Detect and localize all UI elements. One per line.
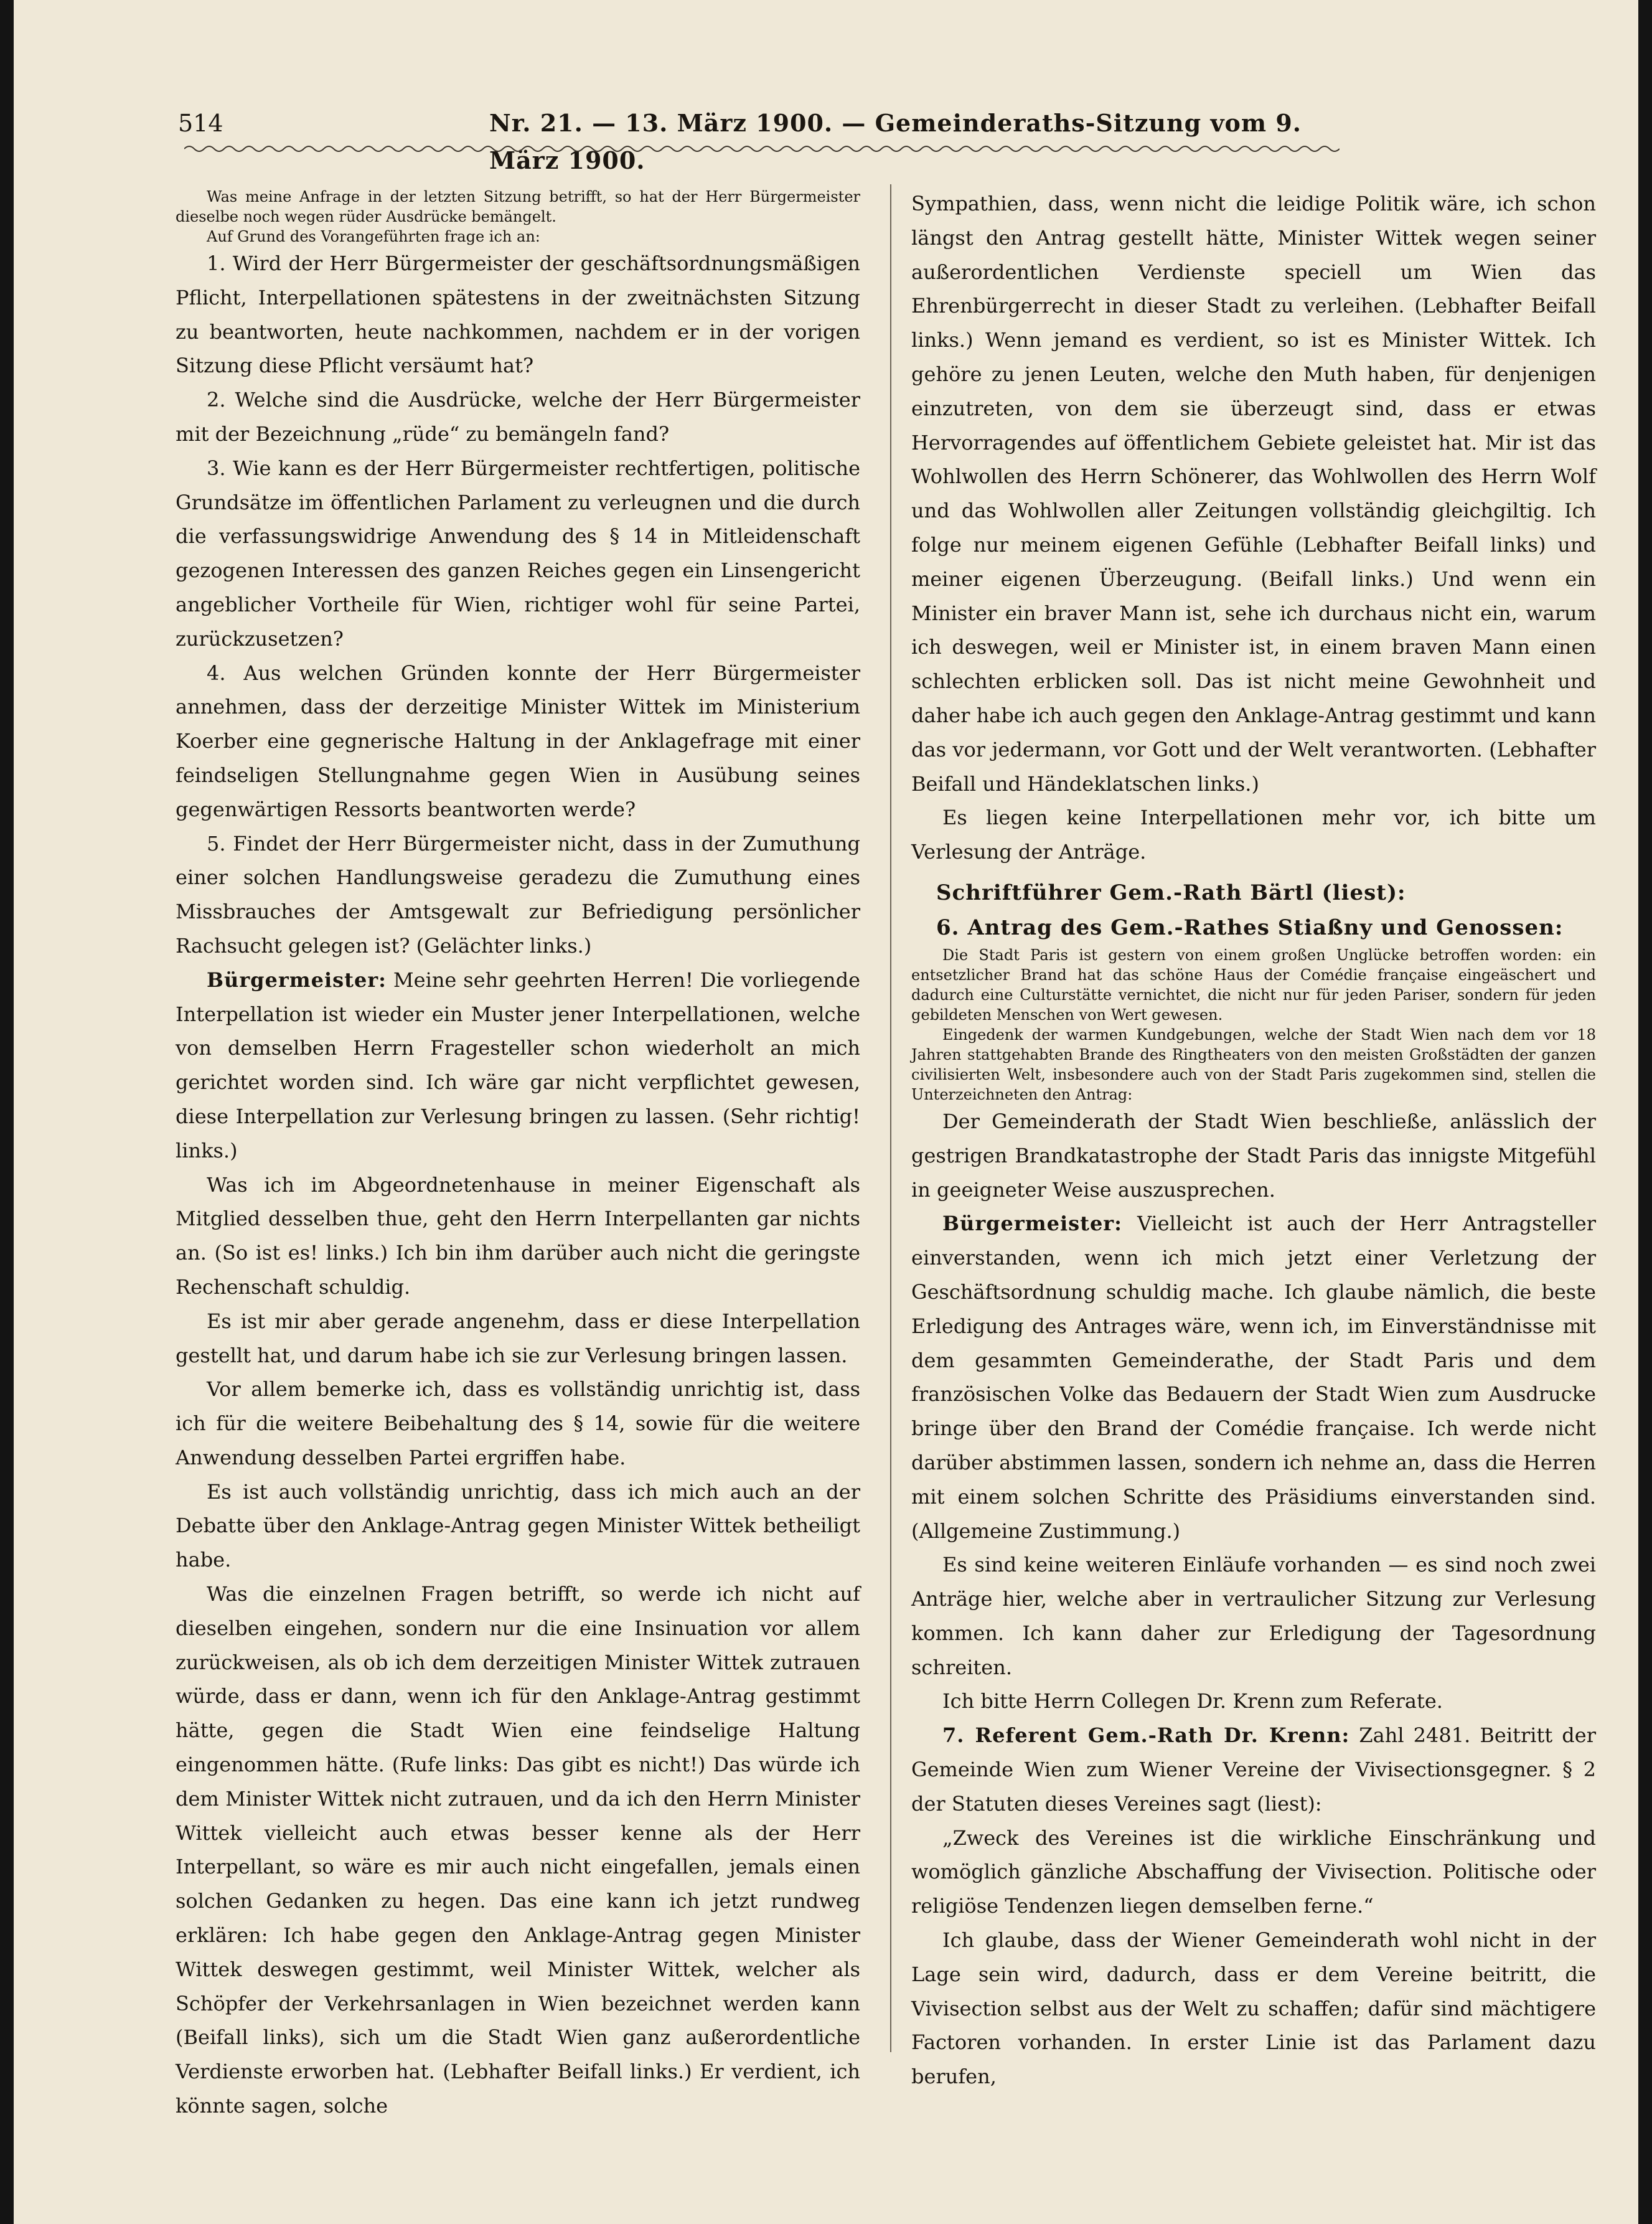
running-head: Nr. 21. — 13. März 1900. — Gemeinderaths-Sitzung vom 9. März 1900. bbox=[489, 109, 1302, 174]
speech-text: Meine sehr geehrten Herren! Die vorliegende Interpellation ist wieder ein Muster jener Interpellationen, welche von demselben Herrn Fragesteller schon wiederholt an mich gerichtet worden sind. Ich wäre gar nicht verpflichtet gewesen, diese Interpellation zur Verlesung bringen zu lassen. (Sehr richtig! links.) bbox=[176, 968, 860, 1162]
scan-edge-left bbox=[0, 0, 14, 2224]
paragraph: Was ich im Abgeordnetenhause in meiner Eigenschaft als Mitglied desselben thue, geht den Herrn Interpellanten gar nichts an. (So ist es! links.) Ich bin ihm darüber auch nicht die geringste Rechenschaft schuldig. bbox=[176, 1172, 860, 1299]
secretary-heading: Schriftführer Gem.-Rath Bärtl (liest): bbox=[936, 880, 1406, 905]
paragraph: Ich glaube, dass der Wiener Gemeinderath wohl nicht in der Lage sein wird, dadurch, dass er dem Vereine beitritt, die Vivisection selbst aus der Welt zu schaffen; dafür sind mächtigere Factoren vorhanden. In erster Linie ist das Parlament dazu berufen, bbox=[911, 1928, 1596, 2089]
motion-text: Die Stadt Paris ist gestern von einem großen Unglücke betroffen worden: ein entsetzlicher Brand hat das schöne Haus der Comédie française eingeäschert und dadurch eine Culturstätte vernichtet, die nicht nur für jeden Pariser, sondern für jeden gebildeten Menschen von Wert gewesen. bbox=[911, 946, 1596, 1024]
speaker-name: Bürgermeister: bbox=[207, 968, 387, 992]
question-2: 2. Welche sind die Ausdrücke, welche der Herr Bürgermeister mit der Bezeichnung „rüde“ zu bemängeln fand? bbox=[176, 388, 860, 446]
paragraph: Vor allem bemerke ich, dass es vollständig unrichtig ist, dass ich für die weitere Beibehaltung des § 14, sowie für die weitere Anwendung desselben Partei ergriffen habe. bbox=[176, 1377, 860, 1469]
intro-question-lead: Auf Grund des Vorangeführten frage ich an: bbox=[207, 228, 540, 245]
left-column bbox=[176, 187, 860, 2123]
paragraph: Ich bitte Herrn Collegen Dr. Krenn zum Referate. bbox=[942, 1689, 1443, 1713]
intro-paragraph: Was meine Anfrage in der letzten Sitzung betrifft, so hat der Herr Bürgermeister dieselbe noch wegen rüder Ausdrücke bemängelt. bbox=[176, 188, 860, 225]
speech-text: Vielleicht ist auch der Herr Antragsteller einverstanden, wenn ich mich jetzt einer Verletzung der Geschäftsordnung schuldig mache. Ich glaube nämlich, die beste Erledigung des Antrages wäre, wenn ich, im Einverständnisse mit dem gesammten Gemeinderathe, der Stadt Paris und dem französischen Volke das Bedauern der Stadt Wien zum Ausdrucke bringe über den Brand der Comédie française. Ich werde nicht darüber abstimmen lassen, sondern ich nehme an, dass die Herren mit einem solchen Schritte des Präsidiums einverstanden sind. (Allgemeine Zustimmung.) bbox=[911, 1212, 1597, 1543]
speaker-name: 7. Referent Gem.-Rath Dr. Krenn: bbox=[942, 1723, 1350, 1748]
motion-resolution: Der Gemeinderath der Stadt Wien beschließe, anlässlich der gestrigen Brandkatastrophe der Stadt Paris das innigste Mitgefühl in geeigneter Weise auszusprechen. bbox=[911, 1109, 1596, 1202]
paragraph: Es ist auch vollständig unrichtig, dass ich mich auch an der Debatte über den Anklage-Antrag gegen Minister Wittek betheiligt habe. bbox=[176, 1479, 860, 1572]
referent-report bbox=[911, 1718, 1596, 1821]
question-5: 5. Findet der Herr Bürgermeister nicht, dass in der Zumuthung einer solchen Handlungsweise geradezu die Zumuthung eines Missbrauches der Amtsgewalt zur Befriedigung persönlicher Rachsucht gelegen ist? (Gelächter links.) bbox=[176, 831, 860, 958]
scan-edge-right bbox=[1638, 0, 1652, 2224]
mayor-reply bbox=[911, 1207, 1596, 1548]
question-3: 3. Wie kann es der Herr Bürgermeister rechtfertigen, politische Grundsätze im öffentlichen Parlament zu verleugnen und die durch die verfassungswidrige Anwendung des § 14 in Mitleidenschaft gezogenen Interessen des ganzen Reiches gegen ein Linsengericht angeblicher Vortheile für Wien, richtiger wohl für seine Partei, zurückzusetzen? bbox=[176, 456, 860, 651]
page-header bbox=[178, 105, 1317, 174]
right-column bbox=[911, 187, 1596, 2094]
column-divider bbox=[890, 184, 891, 2052]
motion-text: Eingedenk der warmen Kundgebungen, welche der Stadt Wien nach dem vor 18 Jahren stattgehabten Brande des Ringtheaters von den meisten Großstädten der ganzen civilisierten Welt, insbesondere auch von der Stadt Paris zugekommen sind, stellen die Unterzeichneten den Antrag: bbox=[911, 1025, 1596, 1103]
page-number: 514 bbox=[178, 110, 223, 137]
paragraph-continued: Sympathien, dass, wenn nicht die leidige Politik wäre, ich schon längst den Antrag gestellt hätte, Minister Wittek wegen seiner außerordentlichen Verdienste speciell um Wien das Ehrenbürgerrecht in dieser Stadt zu verleihen. (Lebhafter Beifall links.) Wenn jemand es verdient, so ist es Minister Wittek. Ich gehöre zu jenen Leuten, welche den Muth haben, für denjenigen einzutreten, von dem sie überzeugt sind, dass er etwas Hervorragendes auf öffentlichem Gebiete geleistet hat. Mir ist das Wohlwollen des Herrn Schönerer, das Wohlwollen des Herrn Wolf und das Wohlwollen aller Zeitungen vollständig gleichgiltig. Ich folge nur meinem eigenen Gefühle (Lebhafter Beifall links) und meiner eigenen Überzeugung. (Beifall links.) Und wenn ein Minister ein braver Mann ist, sehe ich durchaus nicht ein, warum ich deswegen, weil er Minister ist, in einem braven Mann einen schlechten erblicken soll. Das ist nicht meine Gewohnheit und daher habe ich auch gegen den Anklage-Antrag gestimmt und kann das vor jedermann, vor Gott und der Welt verantworten. (Lebhafter Beifall und Händeklatschen links.) bbox=[911, 192, 1596, 796]
paragraph: Es sind keine weiteren Einläufe vorhanden — es sind noch zwei Anträge hier, welche aber in vertraulicher Sitzung zur Verlesung kommen. Ich kann daher zur Erledigung der Tagesordnung schreiten. bbox=[911, 1553, 1596, 1679]
motion-heading: 6. Antrag des Gem.-Rathes Stiaßny und Genossen: bbox=[936, 915, 1564, 940]
decorative-wavy-rule bbox=[184, 143, 1340, 154]
paragraph: Es ist mir aber gerade angenehm, dass er diese Interpellation gestellt hat, und darum habe ich sie zur Verlesung bringen lassen. bbox=[176, 1309, 860, 1367]
speech-text: Zahl 2481. Beitritt der Gemeinde Wien zum Wiener Vereine der Vivisectionsgegner. § 2 der Statuten dieses Vereines sagt (liest): bbox=[911, 1723, 1597, 1816]
paragraph: Was die einzelnen Fragen betrifft, so werde ich nicht auf dieselben eingehen, sondern nur die eine Insinuation vor allem zurückweisen, als ob ich dem derzeitigen Minister Wittek zutrauen würde, dass er dann, wenn ich für den Anklage-Antrag gestimmt hätte, gegen die Stadt Wien eine feindselige Haltung eingenommen hätte. (Rufe links: Das gibt es nicht!) Das würde ich dem Minister Wittek nicht zutrauen, und da ich den Herrn Minister Wittek vielleicht auch etwas besser kenne als der Herr Interpellant, so wäre es mir auch nicht eingefallen, jemals einen solchen Gedanken zu hegen. Das eine kann ich jetzt rundweg erklären: Ich habe gegen den Anklage-Antrag gegen Minister Wittek deswegen gestimmt, weil Minister Wittek, welcher als Schöpfer der Verkehrsanlagen in Wien bezeichnet werden kann (Beifall links), sich um die Stadt Wien ganz außerordentliche Verdienste erworben hat. (Lebhafter Beifall links.) Er verdient, ich könnte sagen, solche bbox=[176, 1582, 860, 2118]
mayor-reply bbox=[176, 963, 860, 1168]
statute-quote: „Zweck des Vereines ist die wirkliche Einschränkung und womöglich gänzliche Abschaffung der Vivisection. Politische oder religiöse Tendenzen liegen demselben ferne.“ bbox=[911, 1826, 1596, 1918]
question-4: 4. Aus welchen Gründen konnte der Herr Bürgermeister annehmen, dass der derzeitige Minister Wittek im Ministerium Koerber eine gegnerische Haltung in der Anklagefrage mit einer feindseligen Stellungnahme gegen Wien in Ausübung seines gegenwärtigen Ressorts beantworten werde? bbox=[176, 661, 860, 821]
paragraph: Es liegen keine Interpellationen mehr vor, ich bitte um Verlesung der Anträge. bbox=[911, 806, 1596, 864]
speaker-name: Bürgermeister: bbox=[942, 1212, 1122, 1236]
question-1: 1. Wird der Herr Bürgermeister der geschäftsordnungsmäßigen Pflicht, Interpellationen spätestens in der zweitnächsten Sitzung zu beantworten, heute nachkommen, nachdem er in der vorigen Sitzung diese Pflicht versäumt hat? bbox=[176, 252, 860, 378]
